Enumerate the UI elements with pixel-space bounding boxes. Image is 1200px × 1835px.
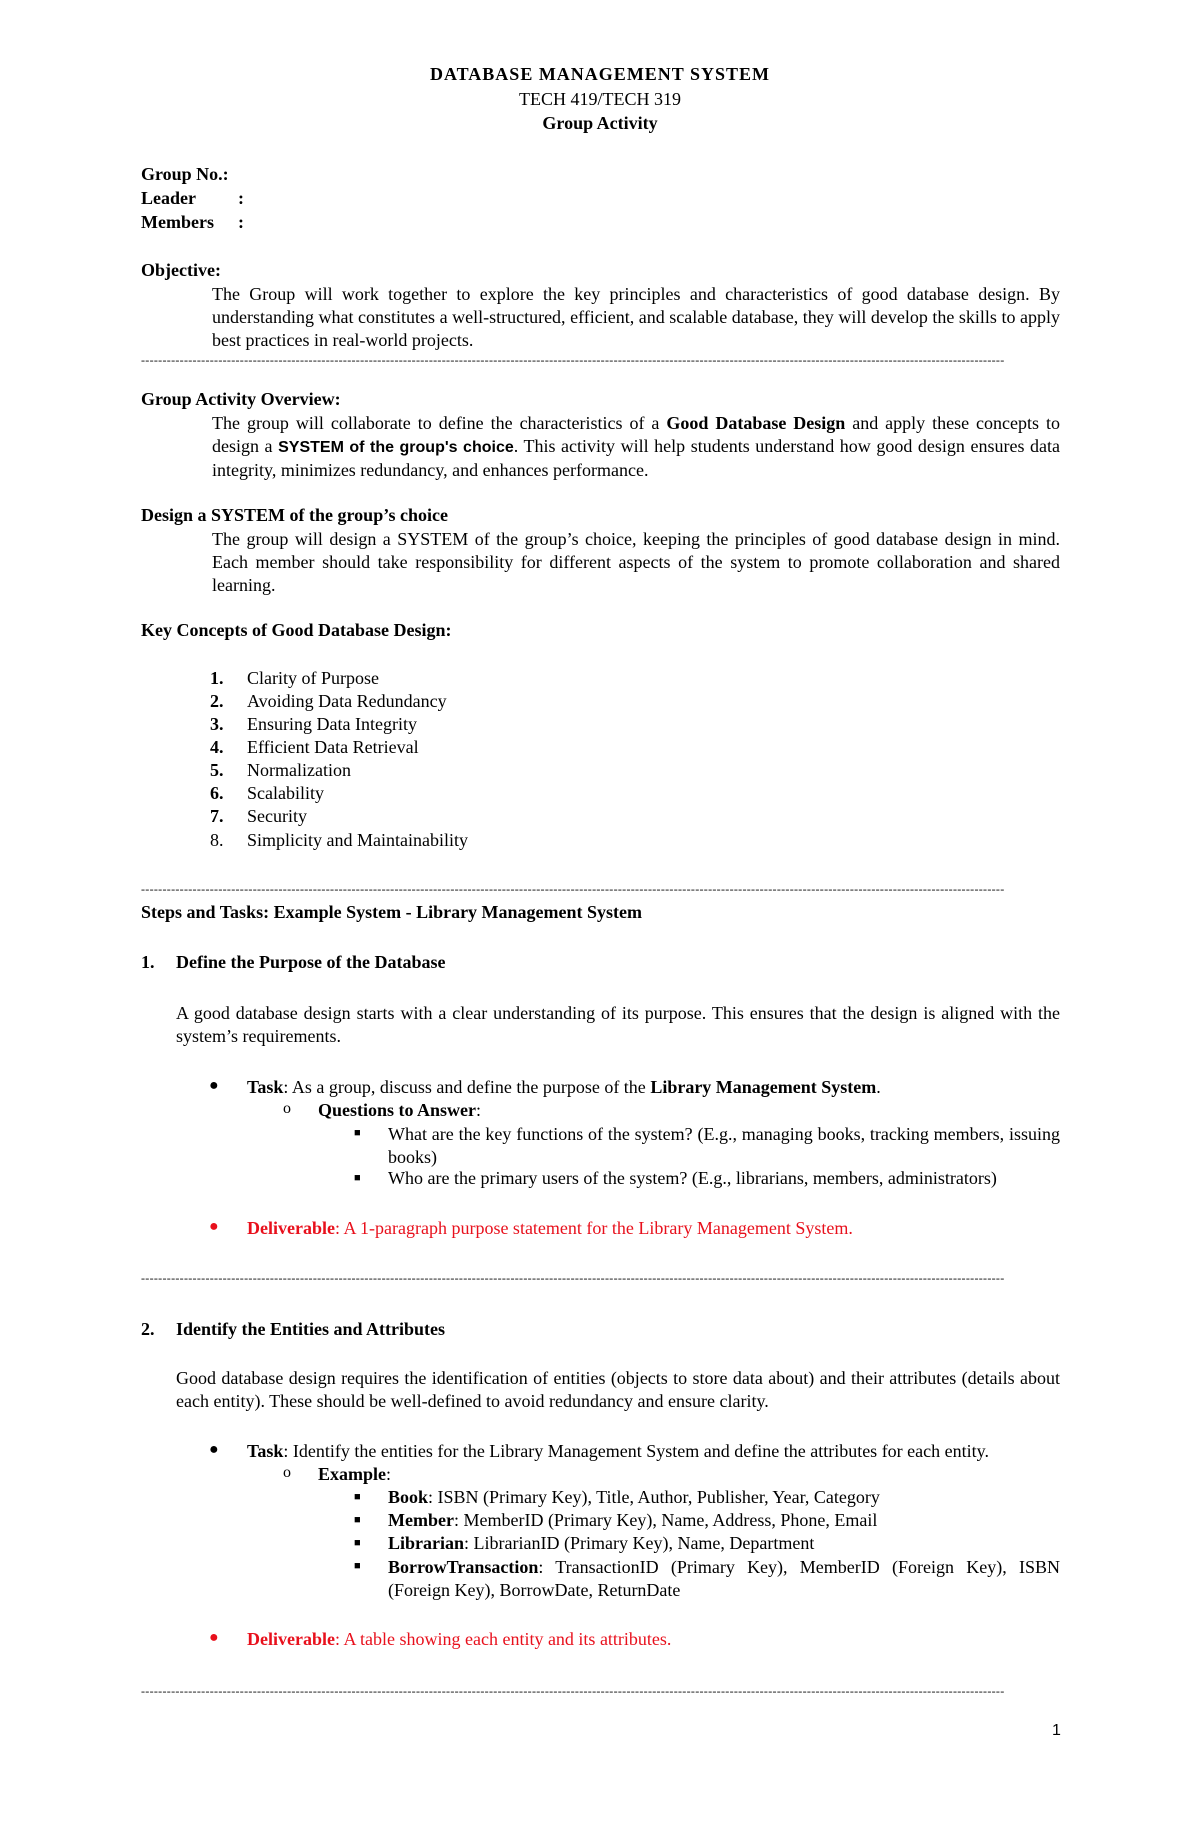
key-concepts-heading: Key Concepts of Good Database Design: [141, 620, 452, 640]
list-item: Security [247, 806, 307, 826]
step-description: Good database design requires the identification of entities (objects to store data about) and their attributes (details about each entity). These should be well-defined to avoid redundancy and ensure clarity. [176, 1368, 1060, 1411]
square-bullet-icon: ■ [354, 1560, 361, 1572]
section-separator: --------------------------------------------------------------------------------------------------------------------------------------------------------------------------------------------------------- [141, 1684, 1005, 1698]
questions-label: Questions to Answer: [318, 1100, 482, 1120]
design-system-text: The group will design a SYSTEM of the group’s choice, keeping the principles of good database design in mind. Each member should take responsibility for different aspects of the system to promote collaboration and shared learning. [212, 529, 1060, 595]
task-line: Task: As a group, discuss and define the purpose of the Library Management System. [247, 1077, 881, 1097]
step-description: A good database design starts with a clear understanding of its purpose. This ensures that the design is aligned with the system’s requirements. [176, 1003, 1060, 1046]
section-separator: --------------------------------------------------------------------------------------------------------------------------------------------------------------------------------------------------------- [141, 882, 1005, 896]
steps-heading: Steps and Tasks: Example System - Library Management System [141, 902, 643, 922]
list-item: Avoiding Data Redundancy [247, 691, 447, 711]
list-item-number: 1. [210, 668, 224, 688]
members-label: Members [141, 212, 214, 232]
list-item: Clarity of Purpose [247, 668, 379, 688]
leader-label: Leader [141, 188, 196, 208]
leader-colon: : [238, 188, 244, 208]
bullet-icon: ● [209, 1218, 219, 1235]
circle-bullet-icon: o [283, 1100, 291, 1117]
list-item-number: 3. [210, 714, 224, 734]
members-colon: : [238, 212, 244, 232]
page-number: 1 [1052, 1722, 1061, 1739]
question-item: Who are the primary users of the system? (E.g., librarians, members, administrators) [388, 1168, 997, 1188]
list-item: Efficient Data Retrieval [247, 737, 419, 757]
square-bullet-icon: ■ [354, 1172, 361, 1184]
entity-item: BorrowTransaction: TransactionID (Primary Key), MemberID (Foreign Key), ISBN (Foreign Key), BorrowDate, ReturnDate [388, 1557, 1060, 1600]
document-title: DATABASE MANAGEMENT SYSTEM [429, 64, 771, 84]
example-label: Example: [318, 1464, 392, 1484]
list-item: Ensuring Data Integrity [247, 714, 417, 734]
section-separator: --------------------------------------------------------------------------------------------------------------------------------------------------------------------------------------------------------- [141, 1271, 1005, 1285]
entity-item: Librarian: LibrarianID (Primary Key), Name, Department [388, 1533, 815, 1553]
deliverable-line: Deliverable: A table showing each entity and its attributes. [247, 1629, 672, 1649]
step-number: 2. [141, 1319, 155, 1339]
question-item: What are the key functions of the system? (E.g., managing books, tracking members, issuing books) [388, 1124, 1060, 1167]
step-number: 1. [141, 952, 155, 972]
objective-heading: Objective: [141, 260, 221, 280]
entity-item: Member: MemberID (Primary Key), Name, Address, Phone, Email [388, 1510, 878, 1530]
square-bullet-icon: ■ [354, 1514, 361, 1526]
bullet-icon: ● [209, 1441, 219, 1458]
bullet-icon: ● [209, 1629, 219, 1646]
design-system-heading: Design a SYSTEM of the group’s choice [141, 505, 449, 525]
group-no-label: Group No.: [141, 164, 229, 184]
list-item-number: 7. [210, 806, 224, 826]
square-bullet-icon: ■ [354, 1491, 361, 1503]
step-title: Identify the Entities and Attributes [176, 1319, 446, 1339]
entity-item: Book: ISBN (Primary Key), Title, Author, Publisher, Year, Category [388, 1487, 880, 1507]
activity-type: Group Activity [542, 113, 658, 133]
circle-bullet-icon: o [283, 1464, 291, 1481]
overview-text: The group will collaborate to define the characteristics of a Good Database Design and apply these concepts to design a SYSTEM of the group's choice. This activity will help students understand how good design ensures data integrity, minimizes redundancy, and enhances performance. [212, 413, 1061, 480]
list-item-number: 4. [210, 737, 224, 757]
task-line: Task: Identify the entities for the Library Management System and define the attributes for each entity. [247, 1441, 989, 1461]
list-item: Scalability [247, 783, 324, 803]
step-title: Define the Purpose of the Database [176, 952, 446, 972]
square-bullet-icon: ■ [354, 1127, 361, 1139]
list-item-number: 5. [210, 760, 224, 780]
square-bullet-icon: ■ [354, 1537, 361, 1549]
course-code: TECH 419/TECH 319 [519, 89, 681, 109]
deliverable-line: Deliverable: A 1-paragraph purpose statement for the Library Management System. [247, 1218, 853, 1238]
list-item-number: 8. [210, 830, 224, 850]
overview-heading: Group Activity Overview: [141, 389, 341, 409]
list-item: Simplicity and Maintainability [247, 830, 468, 850]
section-separator: --------------------------------------------------------------------------------------------------------------------------------------------------------------------------------------------------------- [141, 353, 1005, 367]
list-item-number: 6. [210, 783, 224, 803]
objective-text: The Group will work together to explore the key principles and characteristics of good database design. By understanding what constitutes a well-structured, efficient, and scalable database, they will develop the skills to apply best practices in real-world projects. [212, 284, 1060, 350]
bullet-icon: ● [209, 1077, 219, 1094]
list-item-number: 2. [210, 691, 224, 711]
list-item: Normalization [247, 760, 351, 780]
